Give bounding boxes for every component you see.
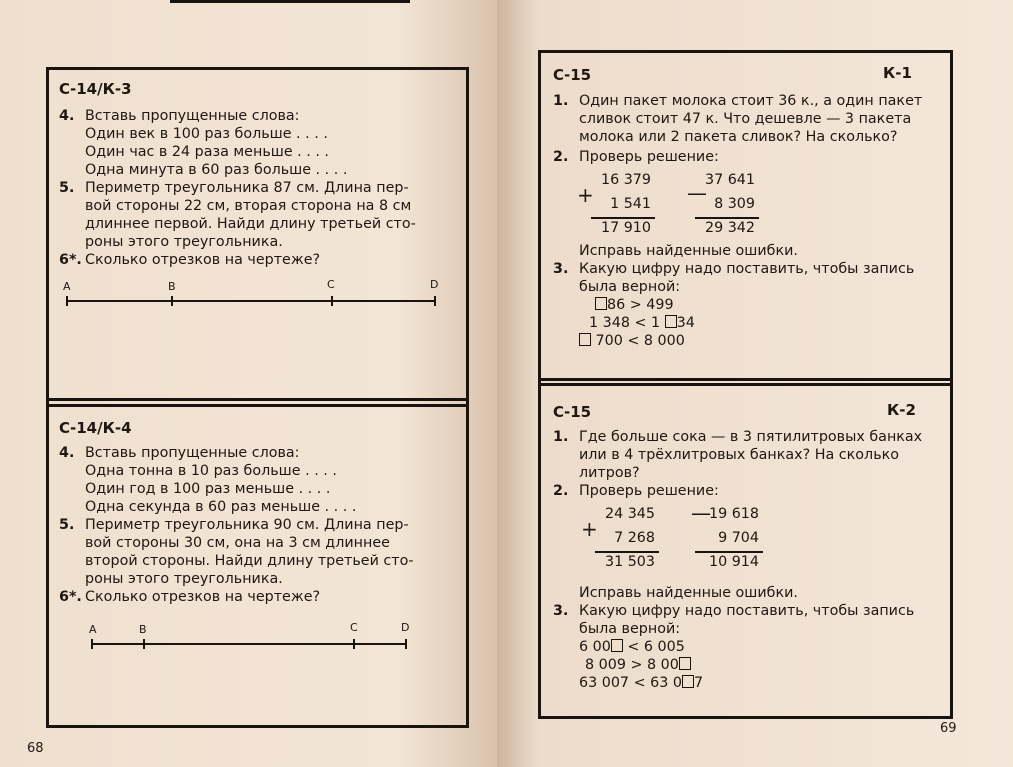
card-header: С-14/К-3: [59, 80, 132, 98]
minus-sign: —: [691, 501, 711, 525]
subtrahend: 9 704: [718, 530, 759, 546]
task-text: Один час в 24 раза меньше . . . .: [85, 144, 329, 160]
task-text: литров?: [579, 465, 640, 481]
task-text: Сколько отрезков на чертеже?: [85, 252, 321, 268]
inequality: 63 007 < 63 0 7: [579, 675, 704, 691]
inequality: 1 348 < 1 34: [589, 315, 695, 331]
task-text: Какую цифру надо поставить, чтобы запись: [579, 603, 915, 619]
point-label-c: C: [327, 278, 335, 291]
addend-a: 16 379: [600, 172, 651, 188]
task-text: Один пакет молока стоит 36 к., а один пакет: [579, 93, 923, 109]
fix-errors-text: Исправь найденные ошибки.: [579, 585, 798, 601]
card-c14-k4: [46, 398, 469, 728]
blank-box: [611, 639, 623, 652]
subtrahend: 8 309: [714, 196, 755, 212]
blank-box: [665, 315, 677, 328]
sum-result: 31 503: [604, 554, 655, 570]
card-c15-k1: [538, 50, 953, 386]
addend-b: 7 268: [614, 530, 655, 546]
card-c15-k2: [538, 378, 953, 719]
inequality: 6 00 < 6 005: [579, 639, 685, 655]
task-text: Сколько отрезков на чертеже?: [85, 589, 321, 605]
point-label-d: D: [430, 278, 439, 291]
blank-box: [579, 333, 591, 346]
task-text: роны этого треугольника.: [85, 234, 283, 250]
task-text: Какую цифру надо поставить, чтобы запись: [579, 261, 915, 277]
task-text: Одна минута в 60 раз больше . . . .: [85, 162, 348, 178]
minuend: 19 618: [708, 506, 759, 522]
task-text: была верной:: [579, 279, 681, 295]
task-number: 1.: [553, 429, 569, 445]
segment-tick: [143, 639, 145, 649]
task-number: 6*.: [59, 252, 82, 268]
task-text: Одна тонна в 10 раз больше . . . .: [85, 463, 337, 479]
segment-tick: [91, 639, 93, 649]
segment-tick: [331, 296, 333, 306]
task-text: Одна секунда в 60 раз меньше . . . .: [85, 499, 357, 515]
card-variant: К-1: [883, 64, 912, 82]
blank-box: [682, 675, 694, 688]
task-text: Вставь пропущенные слова:: [85, 108, 300, 124]
task-number: 2.: [553, 483, 569, 499]
task-text: Периметр треугольника 87 см. Длина пер-: [85, 180, 409, 196]
minuend: 37 641: [704, 172, 755, 188]
inequality: 700 < 8 000: [579, 333, 685, 351]
task-text: вой стороны 22 см, вторая сторона на 8 см: [85, 198, 412, 214]
task-number: 3.: [553, 261, 569, 277]
task-text: была верной:: [579, 621, 681, 637]
plus-sign: +: [581, 517, 598, 541]
task-text: Периметр треугольника 90 см. Длина пер-: [85, 517, 409, 533]
task-text: или в 4 трёхлитровых банках? На сколько: [579, 447, 899, 463]
point-label-a: A: [89, 623, 97, 636]
difference-result: 29 342: [704, 220, 755, 236]
task-text: Вставь пропущенные слова:: [85, 445, 300, 461]
task-number: 4.: [59, 108, 75, 124]
task-text: сливок стоит 47 к. Что дешевле — 3 пакета: [579, 111, 912, 127]
addend-a: 24 345: [604, 506, 655, 522]
page-number: 68: [27, 741, 44, 756]
task-text: вой стороны 30 см, она на 3 см длиннее: [85, 535, 390, 551]
blank-box: [679, 657, 691, 670]
point-label-c: C: [350, 621, 358, 634]
right-page: [497, 0, 1013, 767]
task-text: роны этого треугольника.: [85, 571, 283, 587]
point-label-b: B: [139, 623, 147, 636]
inequality: 8 009 > 8 00: [585, 657, 691, 675]
task-text: молока или 2 пакета сливок? На сколько?: [579, 129, 898, 145]
task-text: Где больше сока — в 3 пятилитровых банках: [579, 429, 923, 445]
point-label-d: D: [401, 621, 410, 634]
task-number: 3.: [553, 603, 569, 619]
card-header: С-14/К-4: [59, 419, 132, 437]
inequality: 86 > 499: [595, 297, 674, 315]
task-number: 5.: [59, 517, 75, 533]
task-text: длиннее первой. Найди длину третьей сто-: [85, 216, 416, 232]
task-number: 6*.: [59, 589, 82, 605]
task-text: второй стороны. Найди длину третьей сто-: [85, 553, 414, 569]
task-text: Проверь решение:: [579, 149, 719, 165]
task-number: 2.: [553, 149, 569, 165]
point-label-a: A: [63, 280, 71, 293]
segment-tick: [171, 296, 173, 306]
task-number: 5.: [59, 180, 75, 196]
fix-errors-text: Исправь найденные ошибки.: [579, 243, 798, 259]
segment-line: [67, 300, 435, 302]
card-variant: К-2: [887, 401, 916, 419]
page-number: 69: [940, 721, 957, 736]
task-text: Один год в 100 раз меньше . . . .: [85, 481, 331, 497]
segment-tick: [66, 296, 68, 306]
task-number: 4.: [59, 445, 75, 461]
task-number: 1.: [553, 93, 569, 109]
plus-sign: +: [577, 183, 594, 207]
segment-tick: [353, 639, 355, 649]
card-header: С-15: [553, 66, 592, 84]
segment-tick: [405, 639, 407, 649]
task-text: Проверь решение:: [579, 483, 719, 499]
addend-b: 1 541: [610, 196, 651, 212]
segment-tick: [434, 296, 436, 306]
point-label-b: B: [168, 280, 176, 293]
sum-result: 17 910: [600, 220, 651, 236]
left-page: [0, 0, 497, 767]
segment-line: [92, 643, 406, 645]
minus-sign: —: [687, 181, 707, 205]
card-header: С-15: [553, 403, 592, 421]
blank-box: [595, 297, 607, 310]
top-rule: [170, 0, 410, 3]
card-c14-k3: [46, 67, 469, 407]
task-text: Один век в 100 раз больше . . . .: [85, 126, 328, 142]
difference-result: 10 914: [708, 554, 759, 570]
